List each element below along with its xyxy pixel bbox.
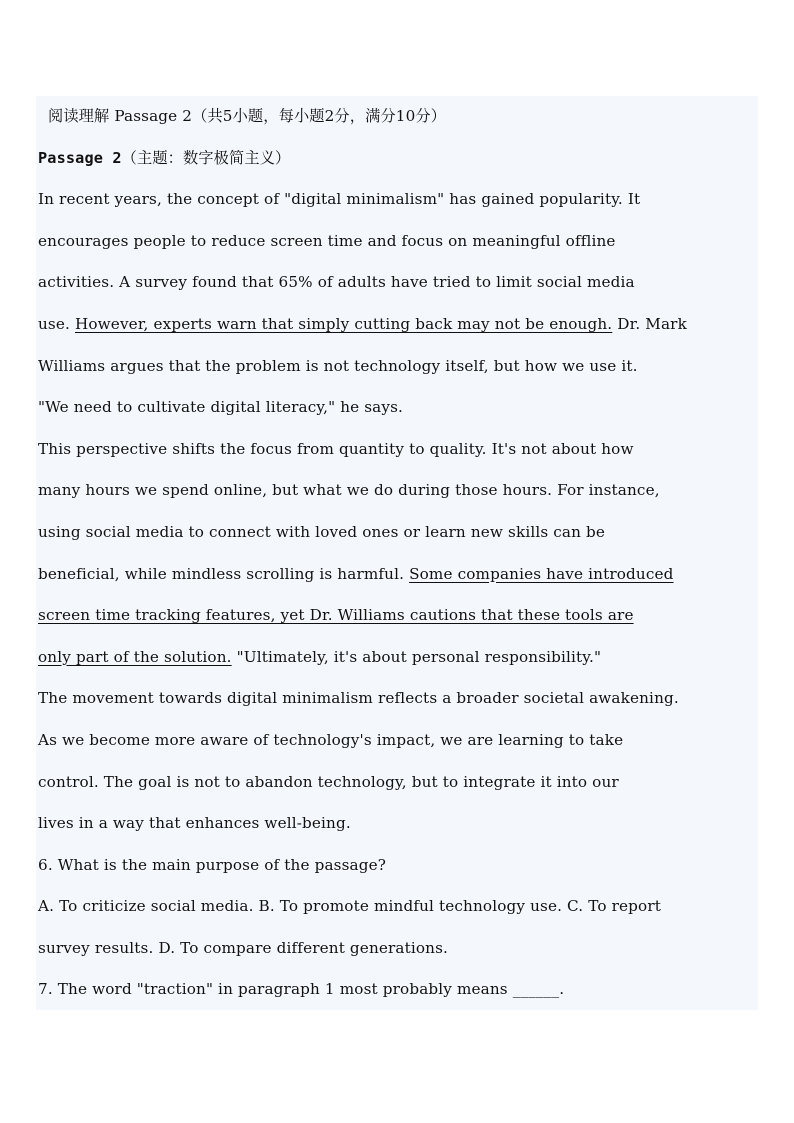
underlined-sentence: screen time tracking features, yet Dr. Williams cautions that these tools are xyxy=(38,606,634,625)
paragraph-line: lives in a way that enhances well-being. xyxy=(38,814,351,833)
paragraph-2 xyxy=(38,429,758,679)
paragraph-line: In recent years, the concept of "digital minimalism" has gained popularity. It xyxy=(38,190,641,209)
question-options: survey results. D. To compare different generations. xyxy=(38,938,449,957)
question-options: A. To criticize social media. B. To promote mindful technology use. C. To report xyxy=(38,897,661,916)
paragraph-line: many hours we spend online, but what we do during those hours. For instance, xyxy=(38,481,660,500)
text-segment: "Ultimately, it's about personal responsibility." xyxy=(231,647,602,666)
paragraph-line: activities. A survey found that 65% of adults have tried to limit social media xyxy=(38,273,635,292)
paragraph-line xyxy=(38,595,758,637)
paragraph-1 xyxy=(38,179,758,429)
paragraph-line: Williams argues that the problem is not technology itself, but how we use it. xyxy=(38,356,638,375)
text-segment: beneficial, while mindless scrolling is harmful. xyxy=(38,564,410,583)
paragraph-3 xyxy=(38,678,758,844)
underlined-sentence: Some companies have introduced xyxy=(409,564,674,583)
paragraph-line: control. The goal is not to abandon technology, but to integrate it into our xyxy=(38,772,619,791)
paragraph-line xyxy=(38,554,758,596)
paragraph-line xyxy=(38,304,758,346)
question-7 xyxy=(38,969,758,1011)
text-segment: use. xyxy=(38,314,75,333)
paragraph-line: encourages people to reduce screen time and focus on meaningful offline xyxy=(38,231,616,250)
paragraph-line: This perspective shifts the focus from quantity to quality. It's not about how xyxy=(38,439,634,458)
paragraph-line: As we become more aware of technology's impact, we are learning to take xyxy=(38,730,624,749)
paragraph-line xyxy=(38,637,758,679)
paragraph-line: The movement towards digital minimalism reflects a broader societal awakening. xyxy=(38,689,679,708)
paragraph-line: "We need to cultivate digital literacy," he says. xyxy=(38,398,404,417)
question-6 xyxy=(38,845,758,970)
question-stem: 7. The word "traction" in paragraph 1 most probably means ______. xyxy=(38,980,565,999)
passage-title xyxy=(38,138,758,180)
paragraph-line: using social media to connect with loved ones or learn new skills can be xyxy=(38,522,606,541)
section-title: 阅读理解 Passage 2（共5小题，每小题2分，满分10分） xyxy=(48,107,447,125)
question-stem: 6. What is the main purpose of the passage? xyxy=(38,855,387,874)
document-body xyxy=(38,96,758,1011)
text-segment: Dr. Mark xyxy=(612,314,687,333)
underlined-sentence: only part of the solution. xyxy=(38,647,232,666)
underlined-sentence: However, experts warn that simply cutting back may not be enough. xyxy=(74,314,613,333)
passage-theme: （主题：数字极简主义） xyxy=(121,148,291,167)
passage-title-bold: Passage 2 xyxy=(38,148,122,167)
